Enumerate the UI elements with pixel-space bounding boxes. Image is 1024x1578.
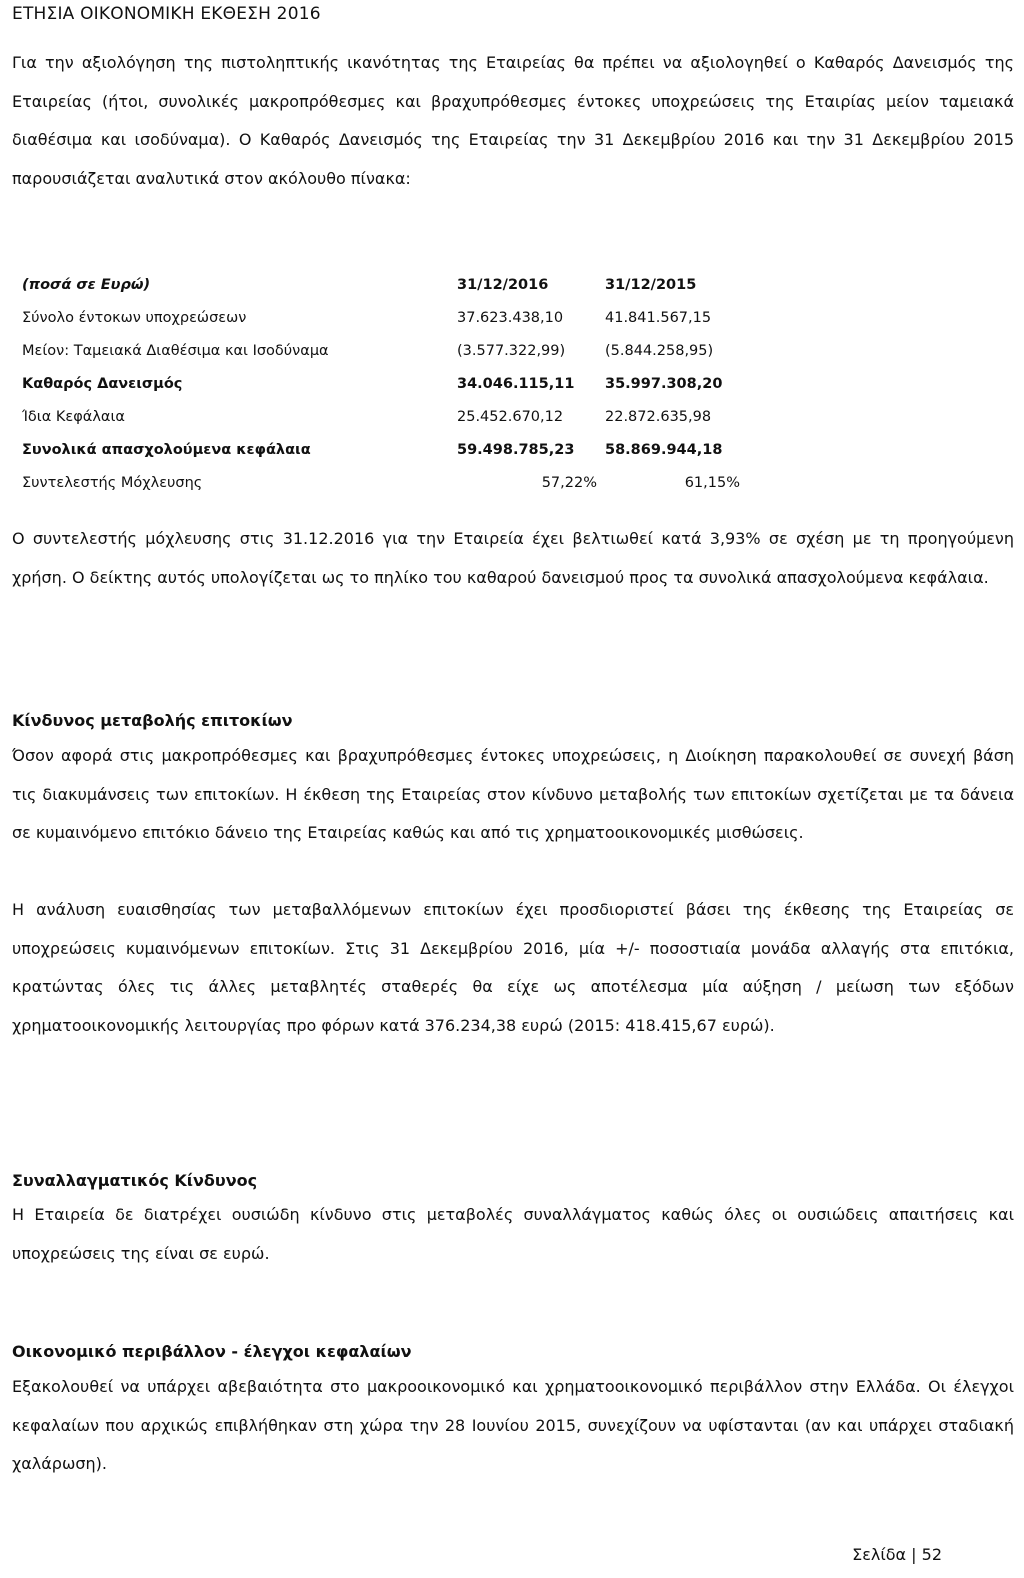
row-label: Συνολικά απασχολούμενα κεφάλαια (22, 441, 311, 458)
row-label: Συντελεστής Μόχλευσης (22, 474, 203, 491)
value-2016: 34.046.115,11 (457, 375, 575, 392)
value-2016: 37.623.438,10 (457, 309, 564, 326)
table-row (22, 334, 748, 367)
column-header-2016: 31/12/2016 (457, 276, 549, 293)
value-2015: (5.844.258,95) (605, 342, 714, 359)
value-2015: 58.869.944,18 (605, 441, 723, 458)
value-2015: 61,15% (684, 474, 740, 491)
table-row (22, 433, 748, 466)
row-label: Μείον: Ταμειακά Διαθέσιμα και Ισοδύναμα (22, 342, 329, 359)
row-label: Καθαρός Δανεισμός (22, 375, 183, 392)
table-row (22, 400, 748, 433)
leverage-paragraph: Ο συντελεστής μόχλευσης στις 31.12.2016 για την Εταιρεία έχει βελτιωθεί κατά 3,93% σε σχέση με τη προηγούμενη χρήση. Ο δείκτης αυτός υπολογίζεται ως το πηλίκο του καθαρού δανεισμού προς τα συνολικά απασχολούμενα κεφάλαια. (12, 529, 1014, 587)
table-header-row (22, 268, 748, 301)
value-2016: 25.452.670,12 (457, 408, 564, 425)
page-number: Σελίδα | 52 (852, 1545, 942, 1564)
table-row (22, 367, 748, 400)
value-2015: 35.997.308,20 (605, 375, 723, 392)
table-row (22, 466, 748, 499)
column-header-2015: 31/12/2015 (605, 276, 697, 293)
unit-label: (ποσά σε Ευρώ) (22, 276, 151, 293)
economic-environment-heading: Οικονομικό περιβάλλον - έλεγχοι κεφαλαίων (12, 1342, 412, 1361)
row-label: Ίδια Κεφάλαια (22, 408, 125, 425)
intro-paragraph: Για την αξιολόγηση της πιστοληπτικής ικανότητας της Εταιρείας θα πρέπει να αξιολογηθεί ο Καθαρός Δανεισμός της Εταιρείας (ήτοι, συνολικές μακροπρόθεσμες και βραχυπρόθεσμες έντοκες υποχρεώσεις της Εταιρίας μείον ταμειακά διαθέσιμα και ισοδύναμα). Ο Καθαρός Δανεισμός της Εταιρείας την 31 Δεκεμβρίου 2016 και την 31 Δεκεμβρίου 2015 παρουσιάζεται αναλυτικά στον ακόλουθο πίνακα: (12, 53, 1014, 188)
interest-rate-risk-heading: Κίνδυνος μεταβολής επιτοκίων (12, 711, 293, 730)
net-debt-table (22, 268, 748, 499)
row-label: Σύνολο έντοκων υποχρεώσεων (22, 309, 247, 326)
interest-rate-paragraph-2: Η ανάλυση ευαισθησίας των μεταβαλλόμενων επιτοκίων έχει προσδιοριστεί βάσει της έκθεσης της Εταιρείας σε υποχρεώσεις κυμαινόμενων επιτοκίων. Στις 31 Δεκεμβρίου 2016, μία +/- ποσοστιαία μονάδα αλλαγής στα επιτόκια, κρατώντας όλες τις άλλες μεταβλητές σταθερές θα είχε ως αποτέλεσμα μία αύξηση / μείωση των εξόδων χρηματοοικονομικής λειτουργίας προ φόρων κατά 376.234,38 ευρώ (2015: 418.415,67 ευρώ). (12, 900, 1014, 1035)
value-2015: 41.841.567,15 (605, 309, 712, 326)
fx-risk-heading: Συναλλαγματικός Κίνδυνος (12, 1171, 258, 1190)
value-2016: 57,22% (541, 474, 597, 491)
value-2016: (3.577.322,99) (457, 342, 566, 359)
table-row (22, 301, 748, 334)
fx-risk-paragraph: Η Εταιρεία δε διατρέχει ουσιώδη κίνδυνο στις μεταβολές συναλλάγματος καθώς όλες οι ουσιώδεις απαιτήσεις και υποχρεώσεις της είναι σε ευρώ. (12, 1205, 1014, 1263)
report-header-title: ΕΤΗΣΙΑ ΟΙΚΟΝΟΜΙΚΗ ΕΚΘΕΣΗ 2016 (12, 4, 321, 24)
interest-rate-paragraph-1: Όσον αφορά στις μακροπρόθεσμες και βραχυπρόθεσμες έντοκες υποχρεώσεις, η Διοίκηση παρακολουθεί σε συνεχή βάση τις διακυμάνσεις των επιτοκίων. Η έκθεση της Εταιρείας στον κίνδυνο μεταβολής των επιτοκίων σχετίζεται με τα δάνεια σε κυμαινόμενο επιτόκιο δάνειο της Εταιρείας καθώς και από τις χρηματοοικονομικές μισθώσεις. (12, 746, 1014, 842)
economic-environment-paragraph: Εξακολουθεί να υπάρχει αβεβαιότητα στο μακροοικονομικό και χρηματοοικονομικό περιβάλλον στην Ελλάδα. Οι έλεγχοι κεφαλαίων που αρχικώς επιβλήθηκαν στη χώρα την 28 Ιουνίου 2015, συνεχίζουν να υφίστανται (αν και υπάρχει σταδιακή χαλάρωση). (12, 1377, 1014, 1473)
value-2015: 22.872.635,98 (605, 408, 712, 425)
value-2016: 59.498.785,23 (457, 441, 575, 458)
